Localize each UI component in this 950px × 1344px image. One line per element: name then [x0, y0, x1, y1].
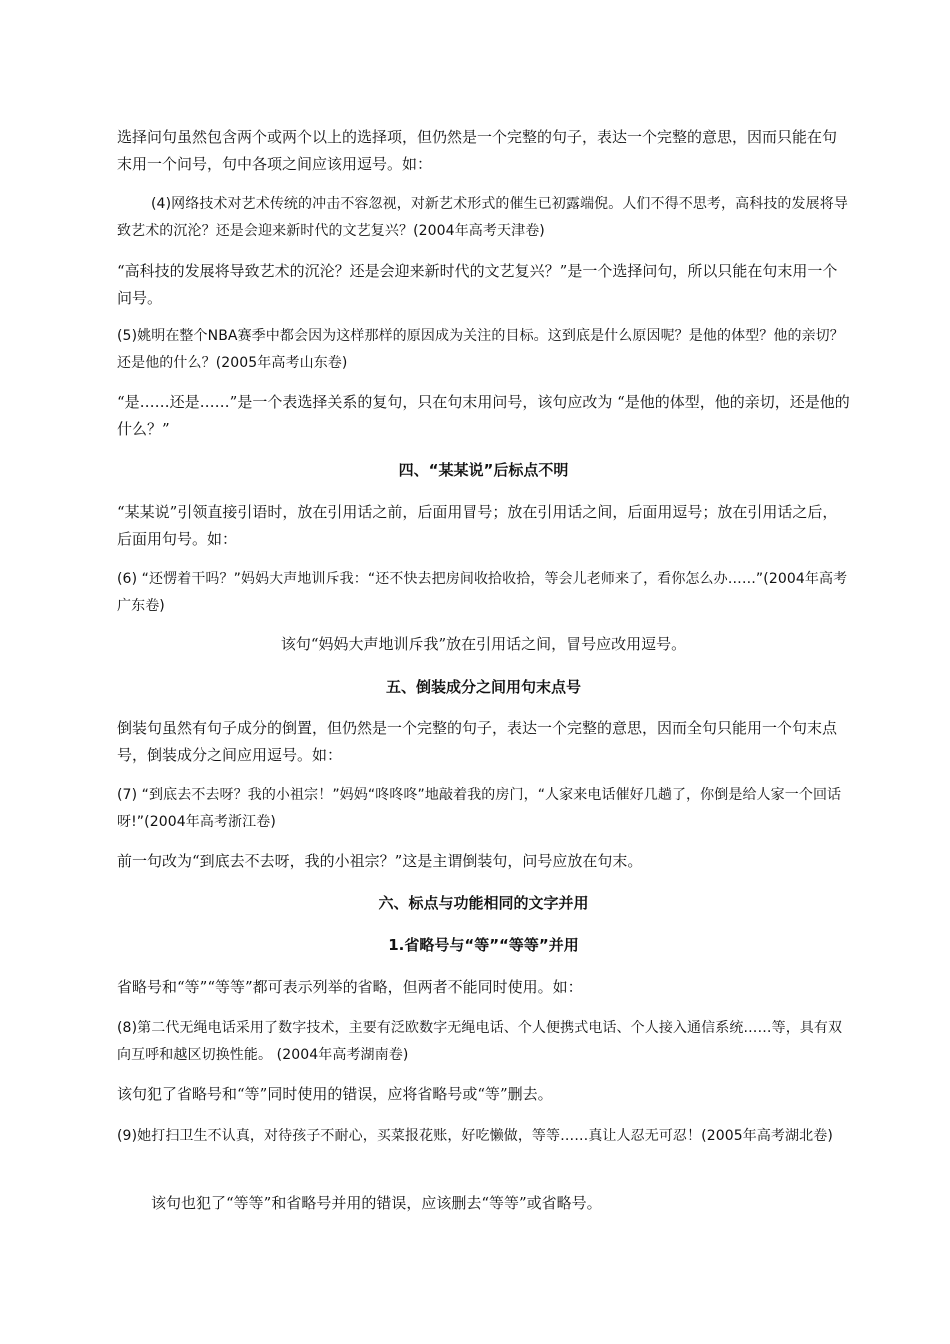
- subsection-heading-6-1: 1.省略号与“等”“等等”并用: [388, 936, 579, 954]
- paragraph-example-9-analysis: 该句也犯了“等等”和省略号并用的错误，应该删去“等等”或省略号。: [151, 1194, 602, 1212]
- paragraph-example-7-analysis: 前一句改为“到底去不去呀，我的小祖宗？”这是主谓倒装句，问号应放在句末。: [117, 852, 643, 870]
- section-heading-6: 六、标点与功能相同的文字并用: [378, 894, 589, 912]
- paragraph-example-5-analysis: “是……还是……”是一个表选择关系的复句，只在句末用问号，该句应改为 “是他的体型，他的亲切，还是他的什么？”: [117, 393, 850, 438]
- example-4: (4)网络技术对艺术传统的冲击不容忽视，对新艺术形式的催生已初露端倪。人们不得不思考，高科技的发展将导致艺术的沉沦？还是会迎来新时代的文艺复兴？(2004年高考天津卷): [117, 196, 848, 239]
- section-heading-4: 四、“某某说”后标点不明: [398, 461, 569, 479]
- example-9: (9)她打扫卫生不认真，对待孩子不耐心，买菜报花账，好吃懒做，等等……真让人忍无可忍！(2005年高考湖北卷): [117, 1128, 833, 1144]
- paragraph-ellipsis-rule: 省略号和“等”“等等”都可表示列举的省略，但两者不能同时使用。如：: [117, 978, 583, 996]
- paragraph-mou-shuo-rule: “某某说”引领直接引语时，放在引用话之前，后面用冒号；放在引用话之间，后面用逗号；放在引用话之后，后面用句号。如：: [117, 503, 838, 548]
- paragraph-example-4-analysis: “高科技的发展将导致艺术的沉沦？还是会迎来新时代的文艺复兴？”是一个选择问句，所以只能在句末用一个问号。: [117, 262, 838, 307]
- example-8: (8)第二代无绳电话采用了数字技术，主要有泛欧数字无绳电话、个人便携式电话、个人接入通信系统……等，具有双向互呼和越区切换性能。 (2004年高考湖南卷): [117, 1020, 843, 1063]
- example-5: (5)姚明在整个NBA赛季中都会因为这样那样的原因成为关注的目标。这到底是什么原因呢？是他的体型？他的亲切？还是他的什么？(2005年高考山东卷): [117, 328, 844, 371]
- paragraph-choice-question-rule: 选择问句虽然包含两个或两个以上的选择项，但仍然是一个完整的句子，表达一个完整的意思，因而只能在句末用一个问号，句中各项之间应该用逗号。如：: [117, 128, 838, 173]
- example-6: (6) “还愣着干吗？”妈妈大声地训斥我：“还不快去把房间收拾收拾，等会儿老师来了，看你怎么办……”(2004年高考广东卷): [117, 571, 848, 614]
- paragraph-example-6-analysis: 该句“妈妈大声地训斥我”放在引用话之间，冒号应改用逗号。: [280, 635, 687, 653]
- example-7: (7) “到底去不去呀？我的小祖宗！”妈妈“咚咚咚”地敲着我的房门，“人家来电话催好几趟了，你倒是给人家一个回话呀!”(2004年高考浙江卷): [117, 787, 842, 830]
- paragraph-example-8-analysis: 该句犯了省略号和“等”同时使用的错误，应将省略号或“等”删去。: [117, 1085, 553, 1103]
- section-heading-5: 五、倒装成分之间用句末点号: [385, 678, 581, 696]
- paragraph-inversion-rule: 倒装句虽然有句子成分的倒置，但仍然是一个完整的句子，表达一个完整的意思，因而全句只能用一个句末点号，倒装成分之间应用逗号。如：: [117, 719, 838, 764]
